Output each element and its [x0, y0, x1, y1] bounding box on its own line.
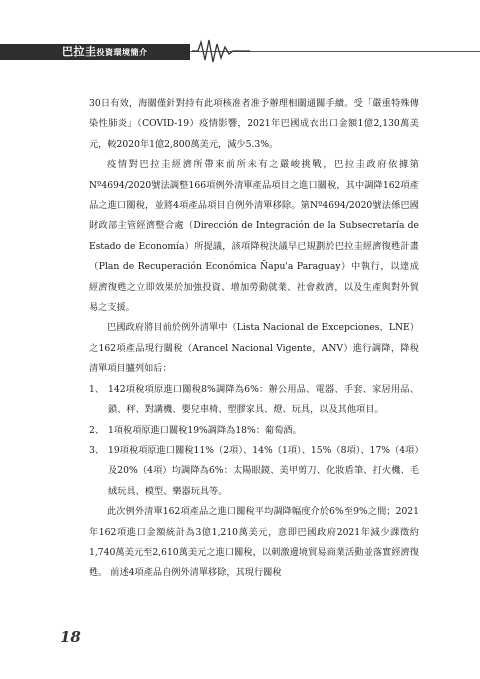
list-item-number: 2、 [89, 424, 105, 436]
paragraph-tariff-law: 疫情對巴拉圭經濟所帶來前所未有之嚴峻挑戰，巴拉圭政府依據第Nº4694/2020號法調整166項例外清單產品項目之進口關稅，其中調降162項產品之進口關稅，並將4項產品項目自例外清單移除。第Nº4694/2020號法係巴國財政部主管經濟整合處（Dirección de Integración de la Subsecretaría de Estado de Economía）所提議，該項降稅決議早已規劃於巴拉圭經濟復甦計畫（Plan de Recuperación Económica Ñapu'a Paraguay）中執行，以達成經濟復甦之立即效果於加強投資、增加勞動就業、社會救濟，以及生產與對外貿易之支援。 [89, 159, 419, 314]
page-body [89, 94, 419, 584]
list-item-number: 1、 [89, 383, 105, 395]
list-item [89, 421, 419, 441]
list-item-text: 1項稅項原進口關稅19%調降為18%：葡萄酒。 [108, 424, 302, 436]
pulse-wave-icon [192, 38, 250, 64]
header-title-main: 巴拉圭 [62, 45, 97, 58]
header-bar [0, 44, 190, 60]
paragraph-continuation: 30日有效，海關僅針對持有此項核准者准予辦理相關通關手續。受「嚴重特殊傳染性肺炎」（COVID-19）疫情影響，2021年巴國成衣出口金額1億2,130萬美元，較2020年1億2,800萬美元，減少5.3%。 [89, 98, 419, 150]
list-item-number: 3、 [89, 444, 105, 456]
header-title [62, 44, 148, 60]
list-item-text: 142項稅項原進口關稅8%調降為6%：辦公用品、電器、手套、家居用品、鎖、秤、對講機、嬰兒車椅、塑膠家具、燈、玩具，以及其他項目。 [108, 383, 419, 416]
list-item-text: 19項稅項原進口關稅11%（2項）、14%（1項）、15%（8項）、17%（4項）及20%（4項）均調降為6%：太陽眼鏡、美甲剪刀、化妝盾筆、打火機、毛絨玩具、模型、樂器玩具等。 [108, 444, 419, 497]
list-item [89, 380, 419, 421]
paragraph-closing: 此次例外清單162項產品之進口關稅平均調降幅度介於6%至9%之間；2021年162項進口金額統計為3億1,210萬美元，意即巴國政府2021年減少課徵約1,740萬美元至2,610萬美元之進口關稅，以刺激邊境貿易商業活動並落實經濟復甦。 前述4項產品自例外清單移除，其現行關稅 [89, 506, 419, 579]
paragraph-exception-list: 巴國政府將目前於例外清單中（Lista Nacional de Excepciones，LNE）之162項產品現行關稅（Arancel Nacional Vigente，ANV）進行調降，降稅清單項目臚列如后： [89, 322, 419, 375]
page-number: 18 [60, 628, 81, 646]
list-item [89, 441, 419, 502]
running-header [0, 44, 480, 70]
header-title-sub: 投資環境簡介 [96, 48, 148, 57]
